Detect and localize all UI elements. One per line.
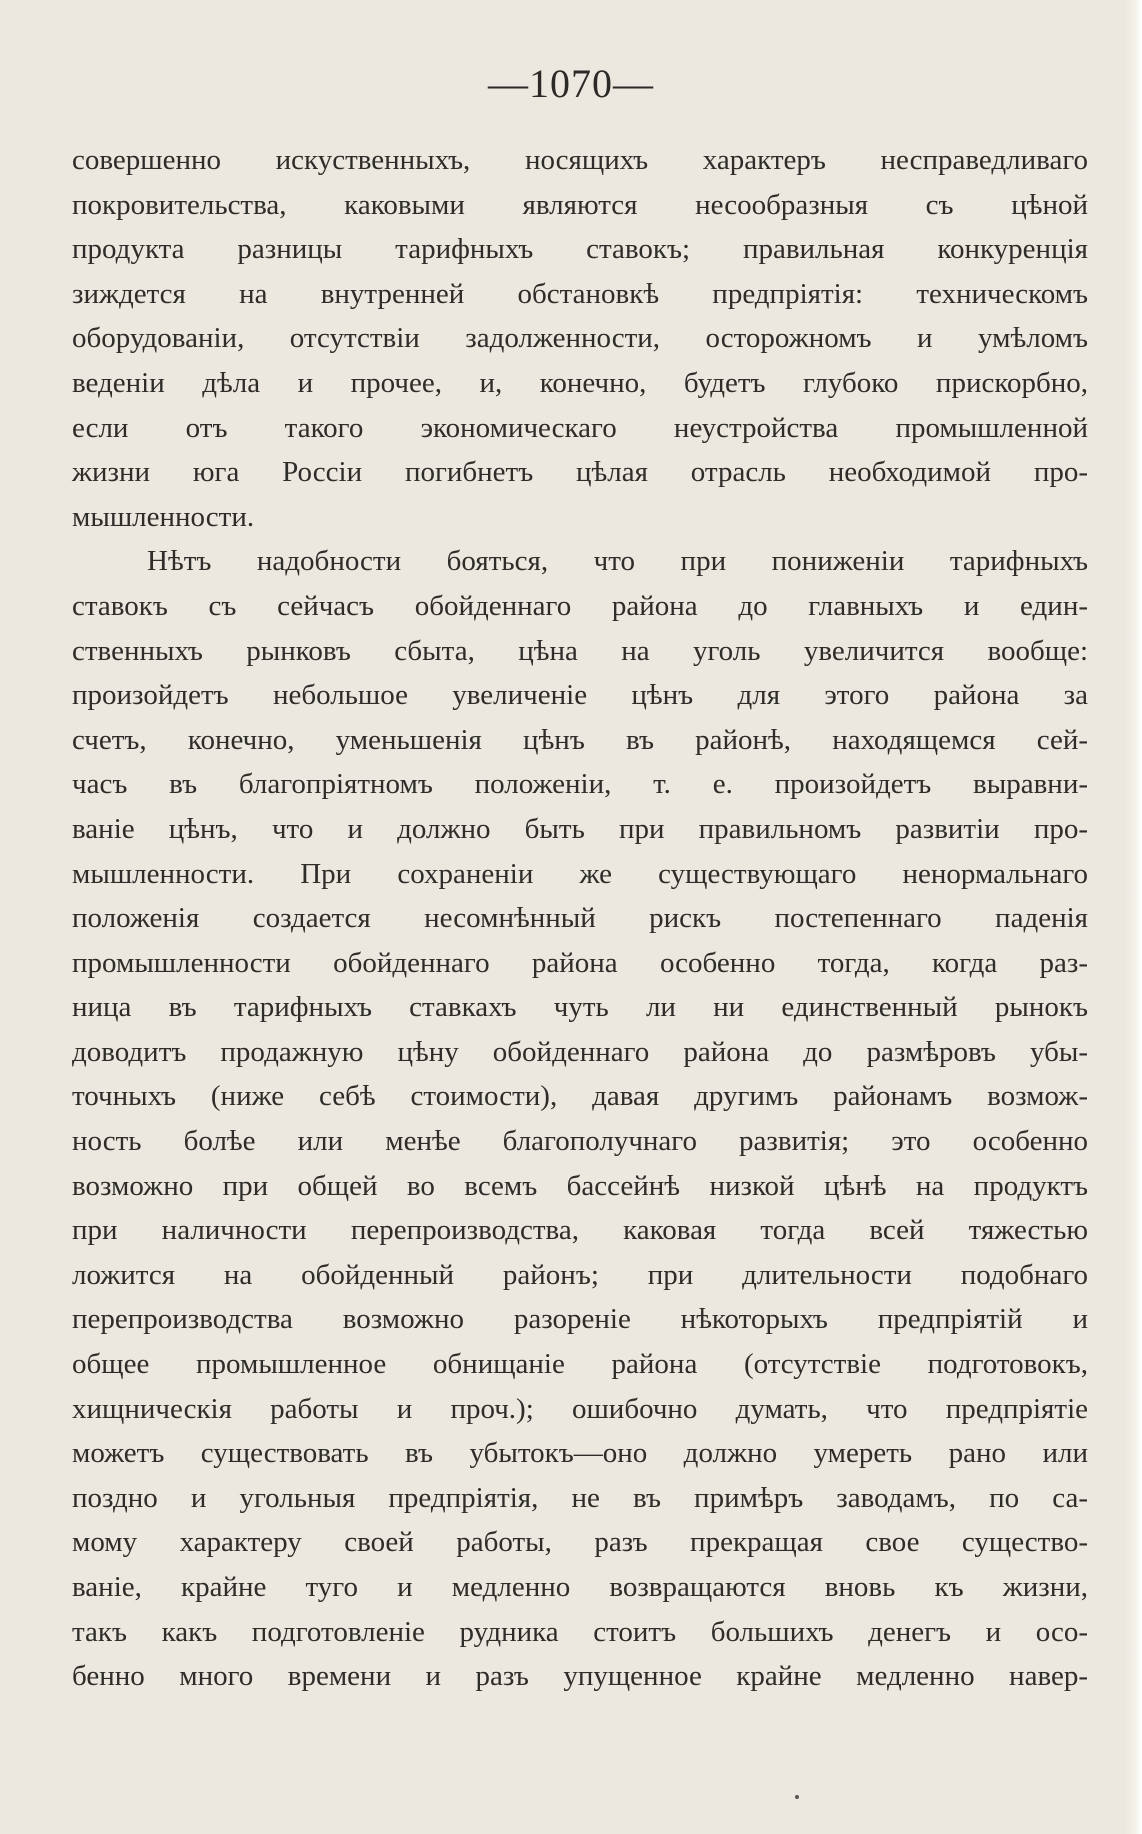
text-line: Нѣтъ надобности бояться, что при пониженіи тарифныхъ <box>147 545 1088 578</box>
signature-mark <box>795 1795 799 1799</box>
text-line: ственныхъ рынковъ сбыта, цѣна на уголь увеличится вообще: <box>72 634 1088 667</box>
text-line: веденіи дѣла и прочее, и, конечно, будетъ глубоко прискорбно, <box>72 366 1088 399</box>
text-line: зиждется на внутренней обстановкѣ предпріятія: техническомъ <box>72 277 1088 310</box>
text-line: ница въ тарифныхъ ставкахъ чуть ли ни единственный рынокъ <box>72 991 1088 1024</box>
text-line: хищническія работы и проч.); ошибочно думать, что предпріятіе <box>72 1392 1088 1425</box>
page-number: —1070— <box>488 61 654 106</box>
text-line: такъ какъ подготовленіе рудника стоитъ большихъ денегъ и осо- <box>72 1615 1088 1648</box>
text-line: перепроизводства возможно разореніе нѣкоторыхъ предпріятій и <box>72 1303 1088 1336</box>
text-line: ставокъ съ сейчасъ обойденнаго района до главныхъ и един- <box>72 589 1088 622</box>
text-line: оборудованіи, отсутствіи задолженности, осторожномъ и умѣломъ <box>72 322 1088 355</box>
text-line: произойдетъ небольшое увеличеніе цѣнъ для этого района за <box>72 679 1088 712</box>
text-line: часъ въ благопріятномъ положеніи, т. е. произойдетъ выравни- <box>72 768 1088 801</box>
text-line: можетъ существовать въ убытокъ—оно должно умереть рано или <box>72 1437 1088 1470</box>
text-line: ность болѣе или менѣе благополучнаго развитія; это особенно <box>72 1125 1088 1158</box>
text-line: мышленности. <box>72 500 255 533</box>
text-line: доводитъ продажную цѣну обойденнаго района до размѣровъ убы- <box>72 1035 1088 1068</box>
text-line: ваніе, крайне туго и медленно возвращаются вновь къ жизни, <box>72 1571 1088 1603</box>
text-line: продукта разницы тарифныхъ ставокъ; правильная конкуренція <box>72 233 1088 266</box>
text-line: совершенно искуственныхъ, носящихъ характеръ несправедливаго <box>72 144 1088 176</box>
text-line: мому характеру своей работы, разъ прекращая свое существо- <box>72 1526 1088 1559</box>
text-line: бенно много времени и разъ упущенное крайне медленно навер- <box>72 1660 1088 1693</box>
text-line: ваніе цѣнъ, что и должно быть при правильномъ развитіи про- <box>72 812 1088 845</box>
text-line: возможно при общей во всемъ бассейнѣ низкой цѣнѣ на продуктъ <box>72 1169 1088 1202</box>
paragraph-1 <box>72 138 1088 539</box>
text-line: ложится на обойденный районъ; при длительности подобнаго <box>72 1258 1088 1291</box>
body-text <box>72 138 1088 1699</box>
text-line: покровительства, каковыми являются несообразныя съ цѣной <box>72 188 1088 221</box>
text-line: если отъ такого экономическаго неустройства промышленной <box>72 411 1088 444</box>
text-line: положенія создается несомнѣнный рискъ постепеннаго паденія <box>72 902 1088 935</box>
paragraph-2 <box>72 539 1088 1698</box>
text-line: точныхъ (ниже себѣ стоимости), давая другимъ районамъ возмож- <box>72 1080 1088 1113</box>
text-line: поздно и угольныя предпріятія, не въ примѣръ заводамъ, по са- <box>72 1481 1088 1514</box>
text-line: мышленности. При сохраненіи же существующаго ненормальнаго <box>72 857 1088 890</box>
text-line: общее промышленное обнищаніе района (отсутствіе подготовокъ, <box>72 1348 1088 1381</box>
text-line: жизни юга Россіи погибнетъ цѣлая отрасль необходимой про- <box>72 456 1088 489</box>
text-line: при наличности перепроизводства, каковая тогда всей тяжестью <box>72 1214 1088 1247</box>
page-edge <box>1124 0 1142 1834</box>
text-line: промышленности обойденнаго района особенно тогда, когда раз- <box>72 946 1088 979</box>
text-line: счетъ, конечно, уменьшенія цѣнъ въ районѣ, находящемся сей- <box>72 723 1088 756</box>
